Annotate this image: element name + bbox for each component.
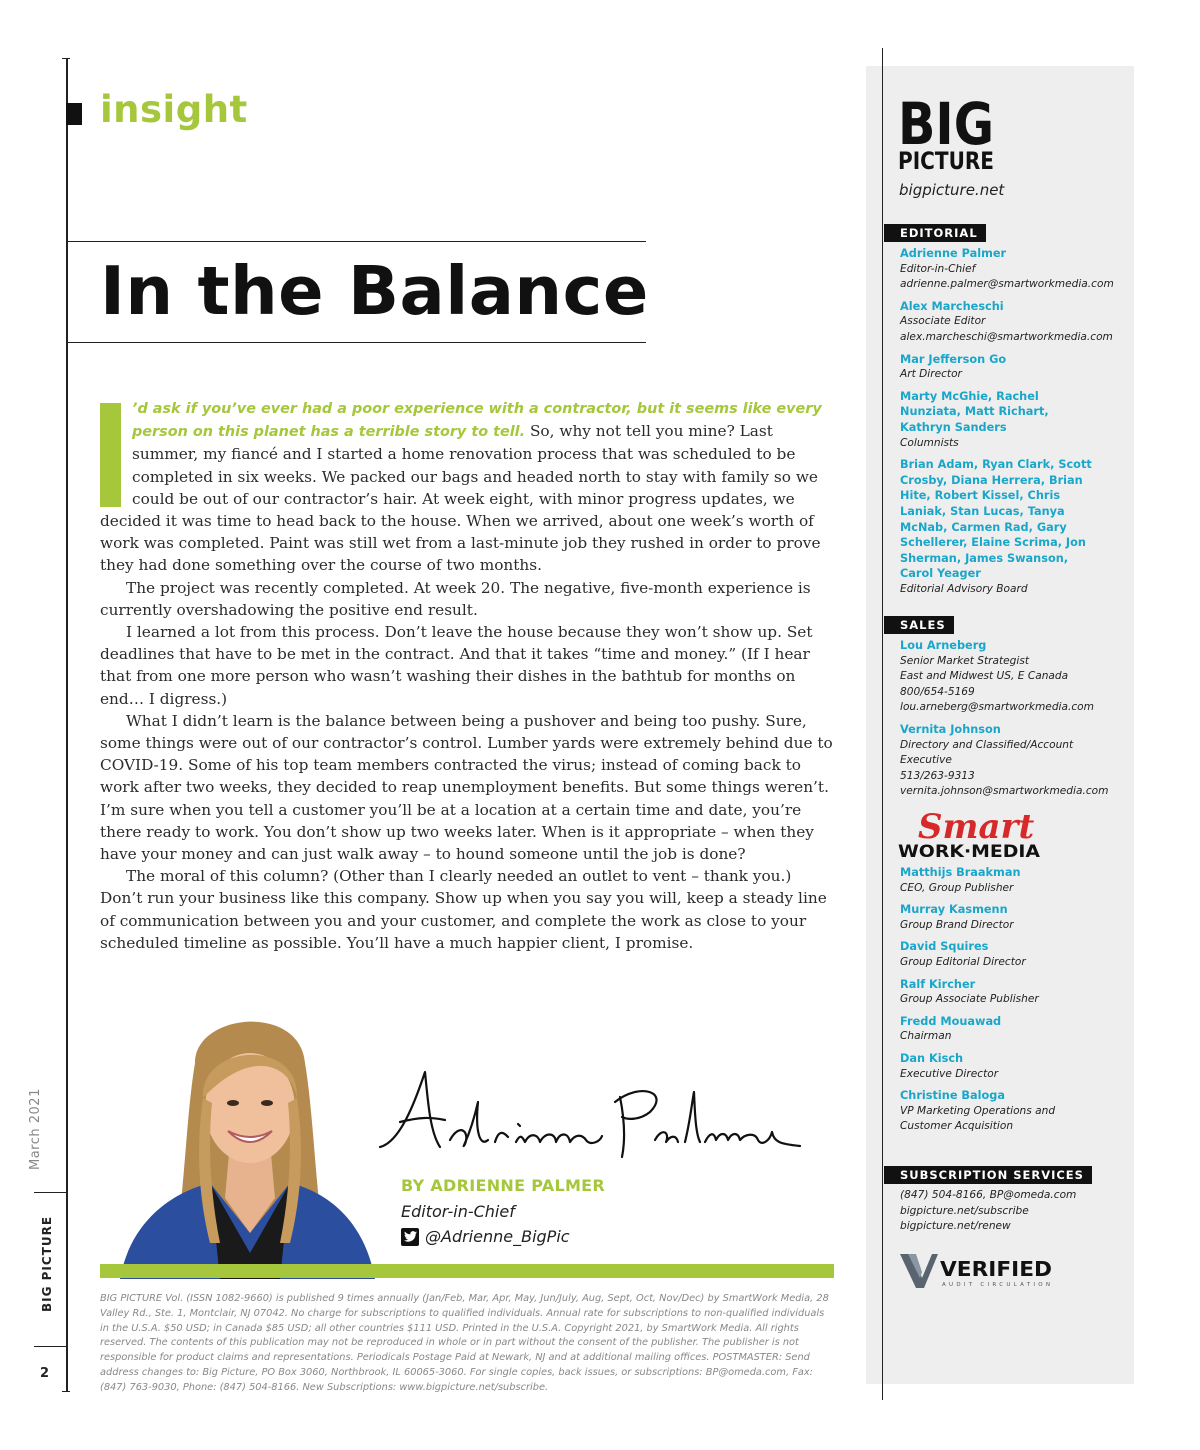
paragraph-1-rest: So, why not tell you mine? Last summer, my fiancé and I started a home renovation process that was scheduled to be completed in six weeks. We packed our bags and headed north to stay with family so we could be out of our contractor’s hair. At week eight, with minor progress updates, we decided it was time to head back to the house. When we arrived, about one week’s worth of work was completed. Paint was still wet from a last-minute job they rushed in order to prove they had done something over the course of two months.: [100, 422, 821, 575]
byline-social: [401, 1227, 570, 1246]
masthead-entry-line: Customer Acquisition: [900, 1120, 1014, 1133]
masthead-entry-line: Group Brand Director: [900, 918, 1014, 931]
masthead-entry-line: Senior Market Strategist: [900, 654, 1030, 667]
sales-list: [884, 638, 1124, 800]
masthead-entry-name: Mar Jefferson Go: [900, 352, 1007, 366]
masthead-entry: [884, 457, 1124, 597]
masthead-entry-name: Dan Kisch: [900, 1051, 964, 1065]
article-body: [100, 397, 836, 954]
section-label: insight: [100, 88, 248, 131]
paragraph-4: What I didn’t learn is the balance between being a pushover and being too pushy. Sure, some things were out of our contractor’s control. Lumber yards were extremely behind due to COVID-19. Some of his top team members contracted the virus; instead of coming back to work after two weeks, they decided to reap unemployment benefits. But some things weren’t. I’m sure when you tell a customer you’ll be at a location at a certain time and date, you’re there ready to work. You don’t show up two weeks later. When is it appropriate – when they have your money and can just walk away – to hound someone until the job is done?: [100, 711, 833, 864]
smartwork-section: [884, 865, 1124, 1141]
masthead-entry-line: Executive Director: [900, 1067, 999, 1080]
headline-rule-bottom: [66, 342, 646, 343]
masthead-entry-line: Directory and Classified/Account Executive: [900, 738, 1074, 767]
sales-section: [884, 616, 1124, 806]
subscription-renew-link[interactable]: bigpicture.net/renew: [900, 1220, 1011, 1233]
sales-heading: SALES: [884, 616, 954, 634]
verified-word: VERIFIED: [940, 1257, 1052, 1281]
masthead-rule: [882, 48, 883, 1400]
masthead-entry: [884, 977, 1124, 1008]
masthead-entry: [884, 638, 1124, 716]
masthead-entry-line: Chairman: [900, 1030, 952, 1043]
subscription-section: [884, 1166, 1124, 1241]
section-marker: [66, 103, 82, 125]
masthead-entry-name: Marty McGhie, Rachel Nunziata, Matt Richart, Kathryn Sanders: [900, 389, 1049, 434]
masthead-entry-line: Art Director: [900, 368, 962, 381]
subscription-contact[interactable]: (847) 504-8166, BP@omeda.com: [900, 1189, 1077, 1201]
smartwork-list: [884, 865, 1124, 1135]
twitter-icon: [401, 1228, 419, 1246]
issue-date: March 2021: [28, 1088, 43, 1170]
subscription-heading: SUBSCRIPTION SERVICES: [884, 1166, 1092, 1184]
paragraph-5: The moral of this column? (Other than I clearly needed an outlet to vent – thank you.) Don’t run your business like this company. Show up when you say you will, keep a steady line of communication between you and your customer, and complete the work as close to your scheduled timeline as possible. You’ll have a much happier client, I promise.: [100, 867, 827, 952]
masthead-entry-line: Editorial Advisory Board: [900, 582, 1028, 595]
masthead-entry-line: Group Associate Publisher: [900, 993, 1039, 1006]
left-rule-cap-top: [62, 58, 70, 59]
editorial-list: [884, 246, 1124, 597]
page-number: 2: [40, 1366, 50, 1381]
masthead-entry: [884, 1051, 1124, 1082]
masthead-entry-line: Editor-in-Chief: [900, 262, 976, 275]
masthead-entry-line: Group Editorial Director: [900, 955, 1026, 968]
masthead-entry-line: CEO, Group Publisher: [900, 881, 1014, 894]
masthead-entry-name: Alex Marcheschi: [900, 299, 1004, 313]
smartwork-media-logo: [898, 806, 1048, 862]
byline-role: Editor-in-Chief: [401, 1202, 515, 1221]
left-rule-cap-bottom: [62, 1391, 70, 1392]
big-picture-logo: [898, 94, 998, 172]
left-margin-rule: [66, 58, 68, 1392]
verified-audit-logo: [898, 1252, 1058, 1290]
masthead-entry-line: Columnists: [900, 436, 959, 449]
masthead-entry-name: Lou Arneberg: [900, 639, 987, 652]
masthead-entry-name: Ralf Kircher: [900, 977, 976, 991]
masthead-entry-name: Murray Kasmenn: [900, 903, 1008, 917]
brand-url[interactable]: bigpicture.net: [899, 181, 1005, 199]
masthead-entry-email[interactable]: vernita.johnson@smartworkmedia.com: [900, 785, 1109, 798]
sidebar-divider: [34, 1192, 66, 1193]
colophon: BIG PICTURE Vol. (ISSN 1082-9660) is published 9 times annually (Jan/Feb, Mar, Apr, May, Jun/July, Aug, Sept, Oct, Nov/Dec) by SmartWork Media, 28 Valley Rd., Ste. 1, Montclair, NJ 07042. No charge for subscriptions to qualified individuals. Annual rate for subscriptions to non-qualified individuals in the U.S.A. $50 USD; in Canada $85 USD; all other countries $111 USD. Printed in the U.S.A. Copyright 2021, by SmartWork Media. All rights reserved. The contents of this publication may not be reproduced in whole or in part without the consent of the publisher. The publisher is not responsible for product claims and representations. Periodicals Postage Paid at Newark, NJ and at additional mailing offices. POSTMASTER: Send address changes to: Big Picture, PO Box 3060, Northbrook, IL 60065-3060. For single copies, back issues, or subscriptions: BP@omeda.com, Fax: (847) 763-9030, Phone: (847) 504-8166. New Subscriptions: www.bigpicture.net/subscribe.: [100, 1293, 829, 1393]
subscription-info: [884, 1188, 1124, 1235]
brand-line-2: PICTURE: [898, 147, 994, 172]
twitter-handle[interactable]: @Adrienne_BigPic: [425, 1227, 570, 1246]
headline: In the Balance: [100, 252, 649, 330]
masthead-entry: [884, 389, 1124, 451]
accent-bar: [100, 1264, 834, 1278]
masthead-entry: [884, 865, 1124, 896]
masthead-entry-name: Vernita Johnson: [900, 722, 1001, 736]
paragraph-3: I learned a lot from this process. Don’t leave the house because they won’t show up. Set deadlines that have to be met in the contract. And that it takes “time and money.” (If I hear that from one more person who wasn’t washing their dishes in the bathtub for months on end… I digress.): [100, 623, 813, 708]
magazine-name: BIG PICTURE: [40, 1215, 54, 1312]
masthead-entry-name: David Squires: [900, 940, 989, 954]
masthead-entry-email[interactable]: lou.arneberg@smartworkmedia.com: [900, 701, 1094, 714]
masthead-entry: [884, 939, 1124, 970]
paragraph-1: [100, 397, 836, 577]
masthead-entry-name: Brian Adam, Ryan Clark, Scott Crosby, Diana Herrera, Brian Hite, Robert Kissel, Chris Laniak, Stan Lucas, Tanya McNab, Carmen Rad, Gary Schellerer, Elaine Scrima, Jon Sherman, James Swanson, Carol Yeager: [900, 458, 1092, 581]
masthead-entry-name: Christine Baloga: [900, 1089, 1005, 1103]
masthead-entry: [884, 1014, 1124, 1045]
brand-line-1: BIG: [898, 94, 994, 158]
author-photo: [100, 1003, 390, 1279]
masthead-entry-line: VP Marketing Operations and: [900, 1104, 1056, 1117]
byline-name: BY ADRIENNE PALMER: [401, 1176, 606, 1195]
masthead-entry: [884, 352, 1124, 383]
smartwork-logo-script: Smart: [918, 807, 1035, 847]
masthead-entry-name: Matthijs Braakman: [900, 866, 1021, 879]
masthead-entry-line: Associate Editor: [900, 315, 986, 328]
masthead-entry-line: 513/263-9313: [900, 769, 975, 782]
lead-italic: ’d ask if you’ve ever had a poor experience with a contractor, but it seems like every person on this planet has a terrible story to tell.: [132, 401, 822, 441]
author-signature: [370, 1062, 820, 1172]
masthead-entry-name: Adrienne Palmer: [900, 247, 1007, 260]
headline-rule-top: [66, 241, 646, 242]
verified-sub: AUDIT CIRCULATION: [942, 1282, 1050, 1288]
masthead-entry-line: 800/654-5169: [900, 685, 975, 698]
masthead-entry: [884, 246, 1124, 293]
masthead-entry: [884, 722, 1124, 800]
masthead-entry-line: East and Midwest US, E Canada: [900, 670, 1069, 683]
masthead-entry-email[interactable]: alex.marcheschi@smartworkmedia.com: [900, 330, 1113, 343]
masthead-entry-name: Fredd Mouawad: [900, 1014, 1002, 1028]
editorial-section: [884, 224, 1124, 603]
smartwork-logo-block: WORK·MEDIA: [898, 842, 1041, 862]
subscription-subscribe-link[interactable]: bigpicture.net/subscribe: [900, 1204, 1029, 1217]
masthead-entry: [884, 299, 1124, 346]
drop-cap-bar: [100, 403, 121, 507]
masthead-entry-email[interactable]: adrienne.palmer@smartworkmedia.com: [900, 278, 1114, 291]
masthead-entry: [884, 1088, 1124, 1135]
masthead-entry: [884, 902, 1124, 933]
paragraph-2: The project was recently completed. At week 20. The negative, five-month experience is currently overshadowing the positive end result.: [100, 578, 811, 619]
sidebar-divider-lower: [34, 1346, 66, 1347]
editorial-heading: EDITORIAL: [884, 224, 986, 242]
